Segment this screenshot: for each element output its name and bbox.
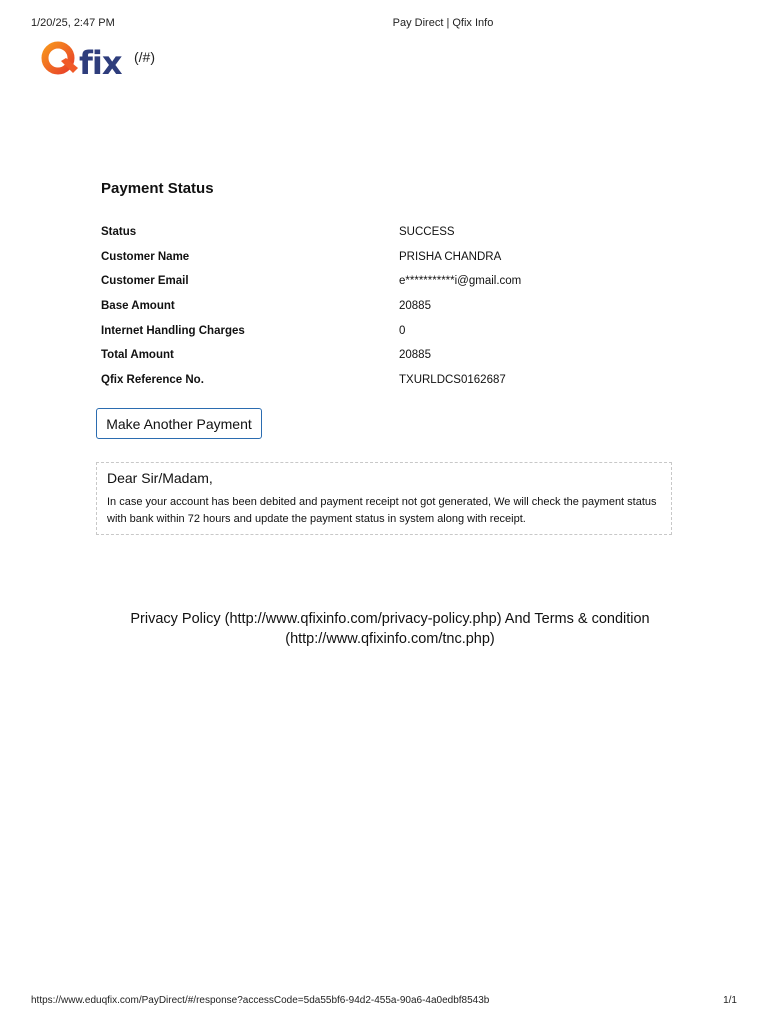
privacy-policy-link[interactable]: Privacy Policy (http://www.qfixinfo.com/privacy-policy.php) [130,611,502,627]
base-amount-row [101,298,661,323]
print-header-title: Pay Direct | Qfix Info [392,17,494,29]
total-amount-value: 20885 [399,349,431,362]
logo-home-link[interactable]: (/#) [134,49,155,65]
footer-links [110,609,670,649]
footer-and-text: And [501,611,535,627]
terms-condition-link[interactable]: Terms & condition (http://www.qfixinfo.com/tnc.php) [285,611,650,647]
payment-status-title: Payment Status [101,180,214,197]
handling-charges-row [101,323,661,348]
total-amount-label: Total Amount [101,349,174,362]
make-another-payment-button[interactable]: Make Another Payment [96,408,262,439]
customer-name-value: PRISHA CHANDRA [399,250,502,263]
reference-no-row [101,372,661,397]
customer-name-row [101,249,661,274]
notice-box [96,462,672,535]
customer-email-label: Customer Email [101,275,189,288]
print-footer-url: https://www.eduqfix.com/PayDirect/#/response?accessCode=5da55bf6-94d2-455a-90a6-4a0edbf8543b [31,995,490,1006]
reference-no-label: Qfix Reference No. [101,374,204,387]
customer-email-row [101,273,661,298]
handling-charges-value: 0 [399,324,406,337]
print-header-date: 1/20/25, 2:47 PM [31,17,115,29]
qfix-logo[interactable] [40,38,134,78]
status-value: SUCCESS [399,226,455,238]
base-amount-label: Base Amount [101,300,175,313]
status-row [101,224,661,249]
svg-text:fix: fix [79,44,122,78]
customer-name-label: Customer Name [101,250,190,263]
total-amount-row [101,347,661,372]
base-amount-value: 20885 [399,300,431,313]
notice-body: In case your account has been debited and payment receipt not got generated, We will check the payment status with bank within 72 hours and update the payment status in system along with receipt. [107,496,657,525]
status-label: Status [101,226,137,238]
payment-details-table [101,224,661,397]
notice-greeting: Dear Sir/Madam, [107,470,213,486]
handling-charges-label: Internet Handling Charges [101,324,245,337]
reference-no-value: TXURLDCS0162687 [399,374,506,387]
print-footer-page-number: 1/1 [723,995,737,1006]
customer-email-value: e***********i@gmail.com [399,275,522,288]
